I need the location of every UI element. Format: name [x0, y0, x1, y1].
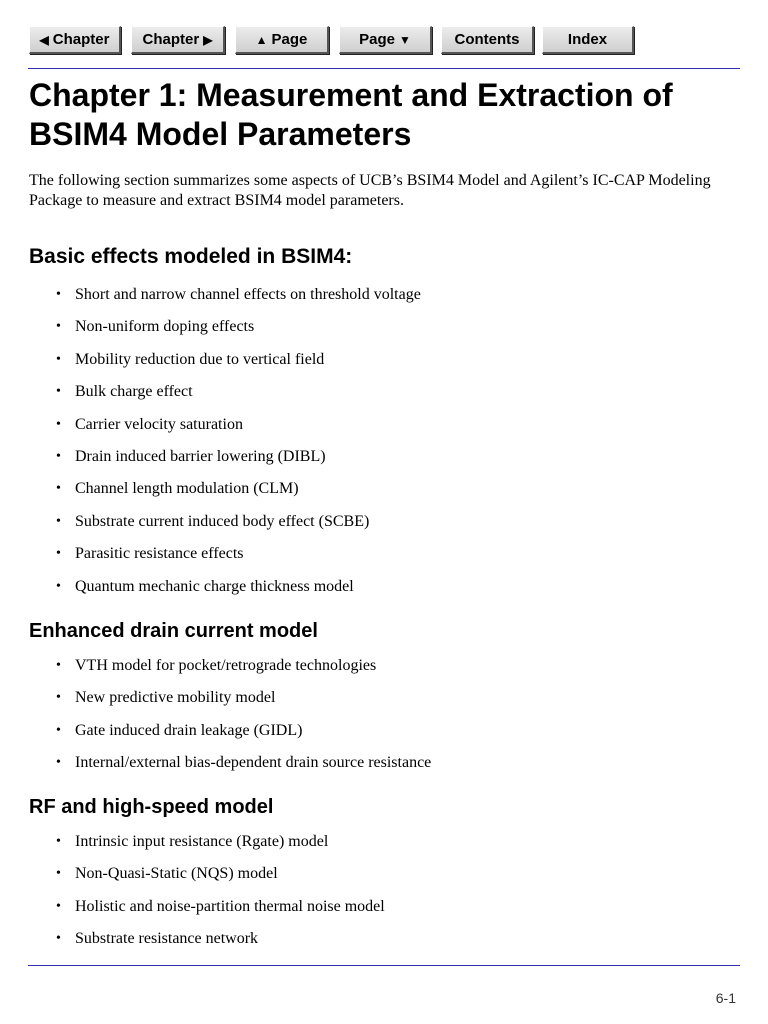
list-item: • Drain induced barrier lowering (DIBL)	[56, 447, 736, 479]
previous-page-label: Page	[271, 31, 308, 48]
drain-current-list	[56, 656, 736, 786]
list-item: • Holistic and noise-partition thermal noise model	[56, 897, 736, 929]
list-item: • Carrier velocity saturation	[56, 415, 736, 447]
contents-button[interactable]	[441, 26, 534, 54]
contents-label: Contents	[454, 31, 520, 48]
section-heading-rf-model: RF and high-speed model	[29, 796, 274, 818]
list-item: • Short and narrow channel effects on threshold voltage	[56, 285, 736, 317]
list-item: • Non-Quasi-Static (NQS) model	[56, 864, 736, 896]
page-number: 6-1	[715, 990, 736, 1006]
previous-page-button[interactable]	[235, 26, 329, 54]
next-page-label: Page	[359, 31, 395, 48]
section-heading-drain-current: Enhanced drain current model	[29, 620, 318, 642]
intro-paragraph: The following section summarizes some aspects of UCB’s BSIM4 Model and Agilent’s IC-CAP Modeling Package to measure and extract BSIM4 model parameters.	[29, 172, 711, 209]
down-triangle-icon: ▼	[398, 32, 411, 47]
list-item: • VTH model for pocket/retrograde technologies	[56, 656, 736, 688]
list-item: • Internal/external bias-dependent drain source resistance	[56, 753, 736, 785]
right-triangle-icon: ▶	[203, 32, 213, 47]
chapter-title-line-2: BSIM4 Model Parameters	[29, 116, 412, 152]
basic-effects-list	[56, 285, 736, 609]
list-item: • Gate induced drain leakage (GIDL)	[56, 721, 736, 753]
list-item: • Bulk charge effect	[56, 382, 736, 414]
rf-model-list	[56, 832, 736, 962]
index-button[interactable]	[542, 26, 634, 54]
previous-chapter-label: Chapter	[52, 31, 110, 48]
top-divider	[28, 68, 740, 69]
list-item: • Mobility reduction due to vertical field	[56, 350, 736, 382]
list-item: • New predictive mobility model	[56, 688, 736, 720]
list-item: • Channel length modulation (CLM)	[56, 479, 736, 511]
list-item: • Quantum mechanic charge thickness model	[56, 577, 736, 609]
left-triangle-icon: ◀	[39, 32, 49, 47]
list-item: • Substrate resistance network	[56, 929, 736, 961]
list-item: • Substrate current induced body effect (SCBE)	[56, 512, 736, 544]
next-page-button[interactable]	[339, 26, 432, 54]
list-item: • Parasitic resistance effects	[56, 544, 736, 576]
chapter-title	[29, 76, 749, 154]
section-heading-basic-effects: Basic effects modeled in BSIM4:	[29, 245, 353, 268]
list-item: • Non-uniform doping effects	[56, 317, 736, 349]
list-item: • Intrinsic input resistance (Rgate) model	[56, 832, 736, 864]
previous-chapter-button[interactable]	[29, 26, 121, 54]
next-chapter-button[interactable]	[131, 26, 225, 54]
up-triangle-icon: ▲	[255, 32, 268, 47]
chapter-title-line-1: Chapter 1: Measurement and Extraction of	[29, 77, 673, 113]
bottom-divider	[28, 965, 740, 966]
index-label: Index	[567, 31, 608, 48]
next-chapter-label: Chapter	[142, 31, 200, 48]
